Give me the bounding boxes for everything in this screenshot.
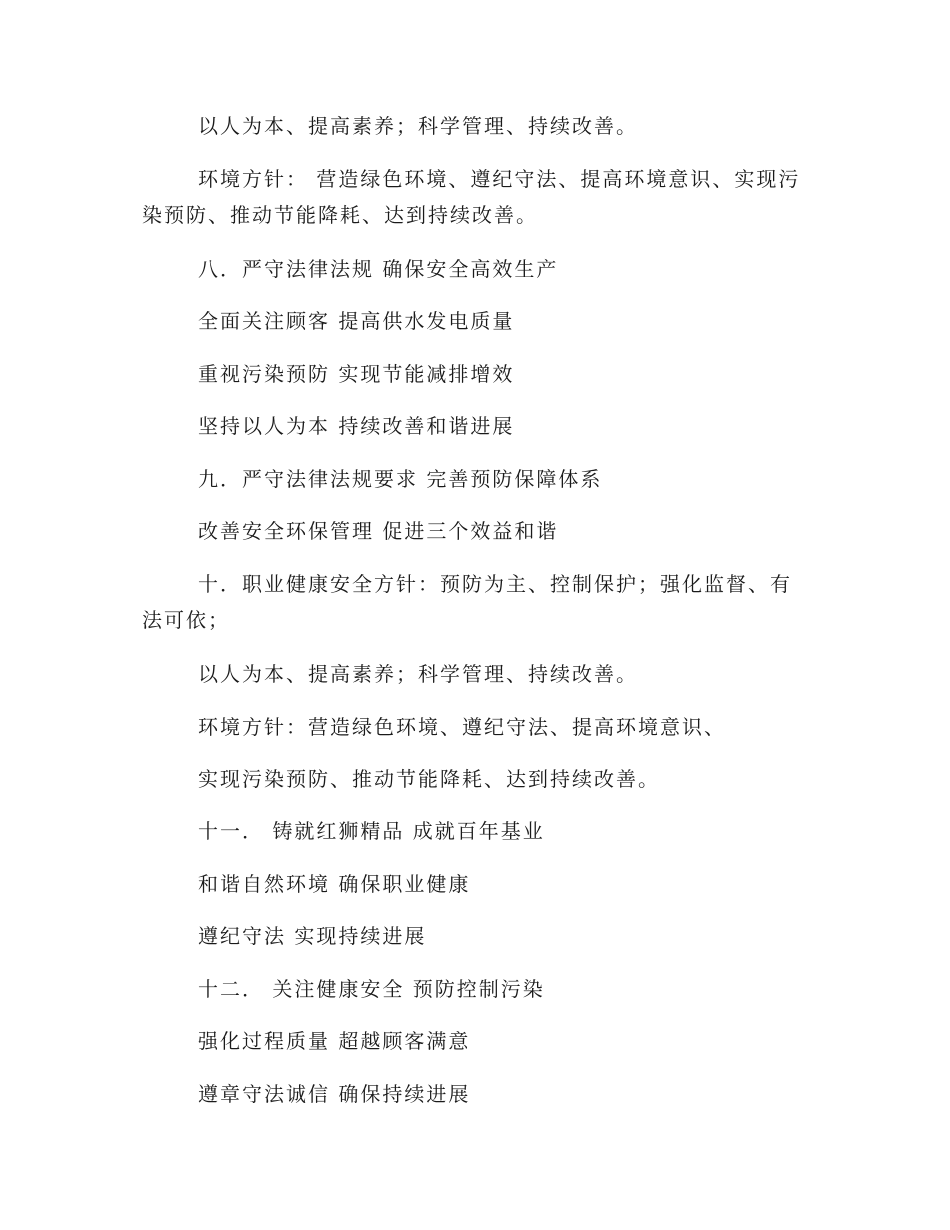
paragraph: 和谐自然环境 确保职业健康 bbox=[198, 872, 471, 896]
paragraph: 八．严守法律法规 确保安全高效生产 bbox=[198, 257, 559, 281]
paragraph: 以人为本、提高素养；科学管理、持续改善。 bbox=[198, 662, 638, 686]
paragraph: 遵纪守法 实现持续进展 bbox=[198, 924, 427, 948]
paragraph: 全面关注顾客 提高供水发电质量 bbox=[198, 309, 515, 333]
paragraph: 环境方针： 营造绿色环境、遵纪守法、提高环境意识、实现污染预防、推动节能降耗、达到持续改善。 bbox=[142, 167, 801, 227]
paragraph: 强化过程质量 超越顾客满意 bbox=[198, 1029, 471, 1053]
paragraph: 坚持以人为本 持续改善和谐进展 bbox=[198, 414, 515, 438]
paragraph: 改善安全环保管理 促进三个效益和谐 bbox=[198, 519, 559, 543]
paragraph: 以人为本、提高素养；科学管理、持续改善。 bbox=[198, 114, 638, 138]
paragraph: 十．职业健康安全方针：预防为主、控制保护；强化监督、有法可依； bbox=[142, 572, 792, 632]
paragraph: 十二． 关注健康安全 预防控制污染 bbox=[198, 977, 545, 1001]
paragraph: 遵章守法诚信 确保持续进展 bbox=[198, 1082, 471, 1106]
paragraph: 九．严守法律法规要求 完善预防保障体系 bbox=[198, 467, 603, 491]
paragraph: 实现污染预防、推动节能降耗、达到持续改善。 bbox=[198, 767, 660, 791]
paragraph: 重视污染预防 实现节能减排增效 bbox=[198, 362, 515, 386]
paragraph: 十一． 铸就红狮精品 成就百年基业 bbox=[198, 819, 545, 843]
paragraph: 环境方针：营造绿色环境、遵纪守法、提高环境意识、 bbox=[198, 715, 726, 739]
